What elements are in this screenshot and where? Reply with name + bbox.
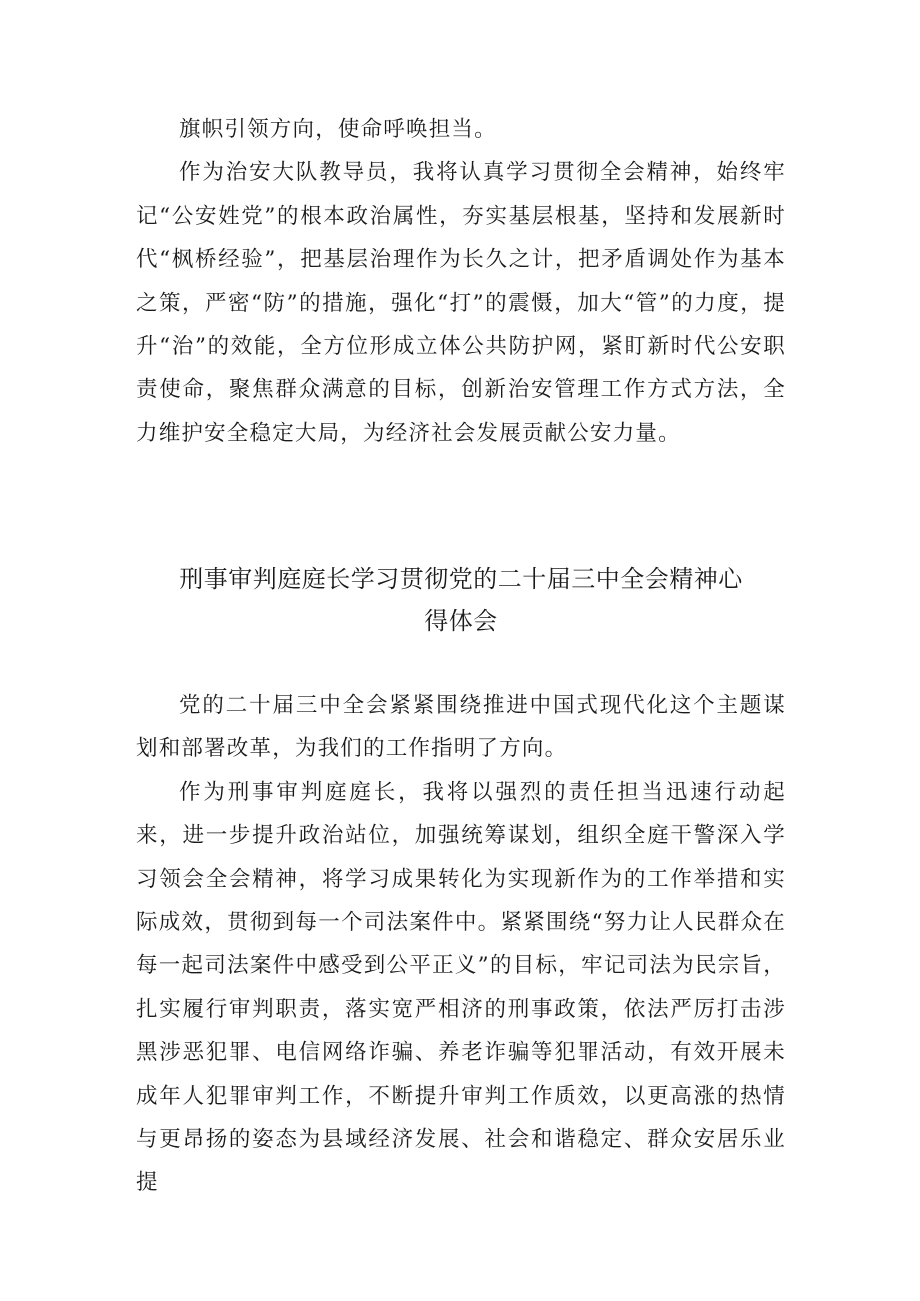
paragraph-plenum-intro: 党的二十届三中全会紧紧围绕推进中国式现代化这个主题谋划和部署改革，为我们的工作指明了方向。 bbox=[136, 693, 786, 762]
paragraph-opening-line: 旗帜引领方向，使命呼唤担当。 bbox=[179, 117, 497, 142]
article-title-line-2: 得体会 bbox=[424, 607, 498, 635]
article-title-line-1: 刑事审判庭庭长学习贯彻党的二十届三中全会精神心 bbox=[179, 565, 743, 593]
paragraph-criminal-court: 作为刑事审判庭庭长，我将以强烈的责任担当迅速行动起来，进一步提升政治站位，加强统筹谋划，组织全庭干警深入学习领会全会精神，将学习成果转化为实现新作为的工作举措和实际成效，贯彻到每一个司法案件中。紧紧围绕“努力让人民群众在每一起司法案件中感受到公平正义”的目标，牢记司法为民宗旨，扎实履行审判职责，落实宽严相济的刑事政策，依法严厉打击涉黑涉恶犯罪、电信网络诈骗、养老诈骗等犯罪活动，有效开展未成年人犯罪审判工作，不断提升审判工作质效，以更高涨的热情与更昂扬的姿态为县域经济发展、社会和谐稳定、群众安居乐业提 bbox=[136, 779, 786, 1196]
article-title bbox=[136, 558, 786, 642]
section-one bbox=[136, 108, 786, 455]
paragraph-security-brigade: 作为治安大队教导员，我将认真学习贯彻全会精神，始终牢记“公安姓党”的根本政治属性，夯实基层根基，坚持和发展新时代“枫桥经验”，把基层治理作为长久之计，把矛盾调处作为基本之策，严密“防”的措施，强化“打”的震慑，加大“管”的力度，提升“治”的效能，全方位形成立体公共防护网，紧盯新时代公安职责使命，聚焦群众满意的目标，创新治安管理工作方式方法，全力维护安全稳定大局，为经济社会发展贡献公安力量。 bbox=[136, 160, 786, 446]
section-two bbox=[136, 684, 786, 1205]
